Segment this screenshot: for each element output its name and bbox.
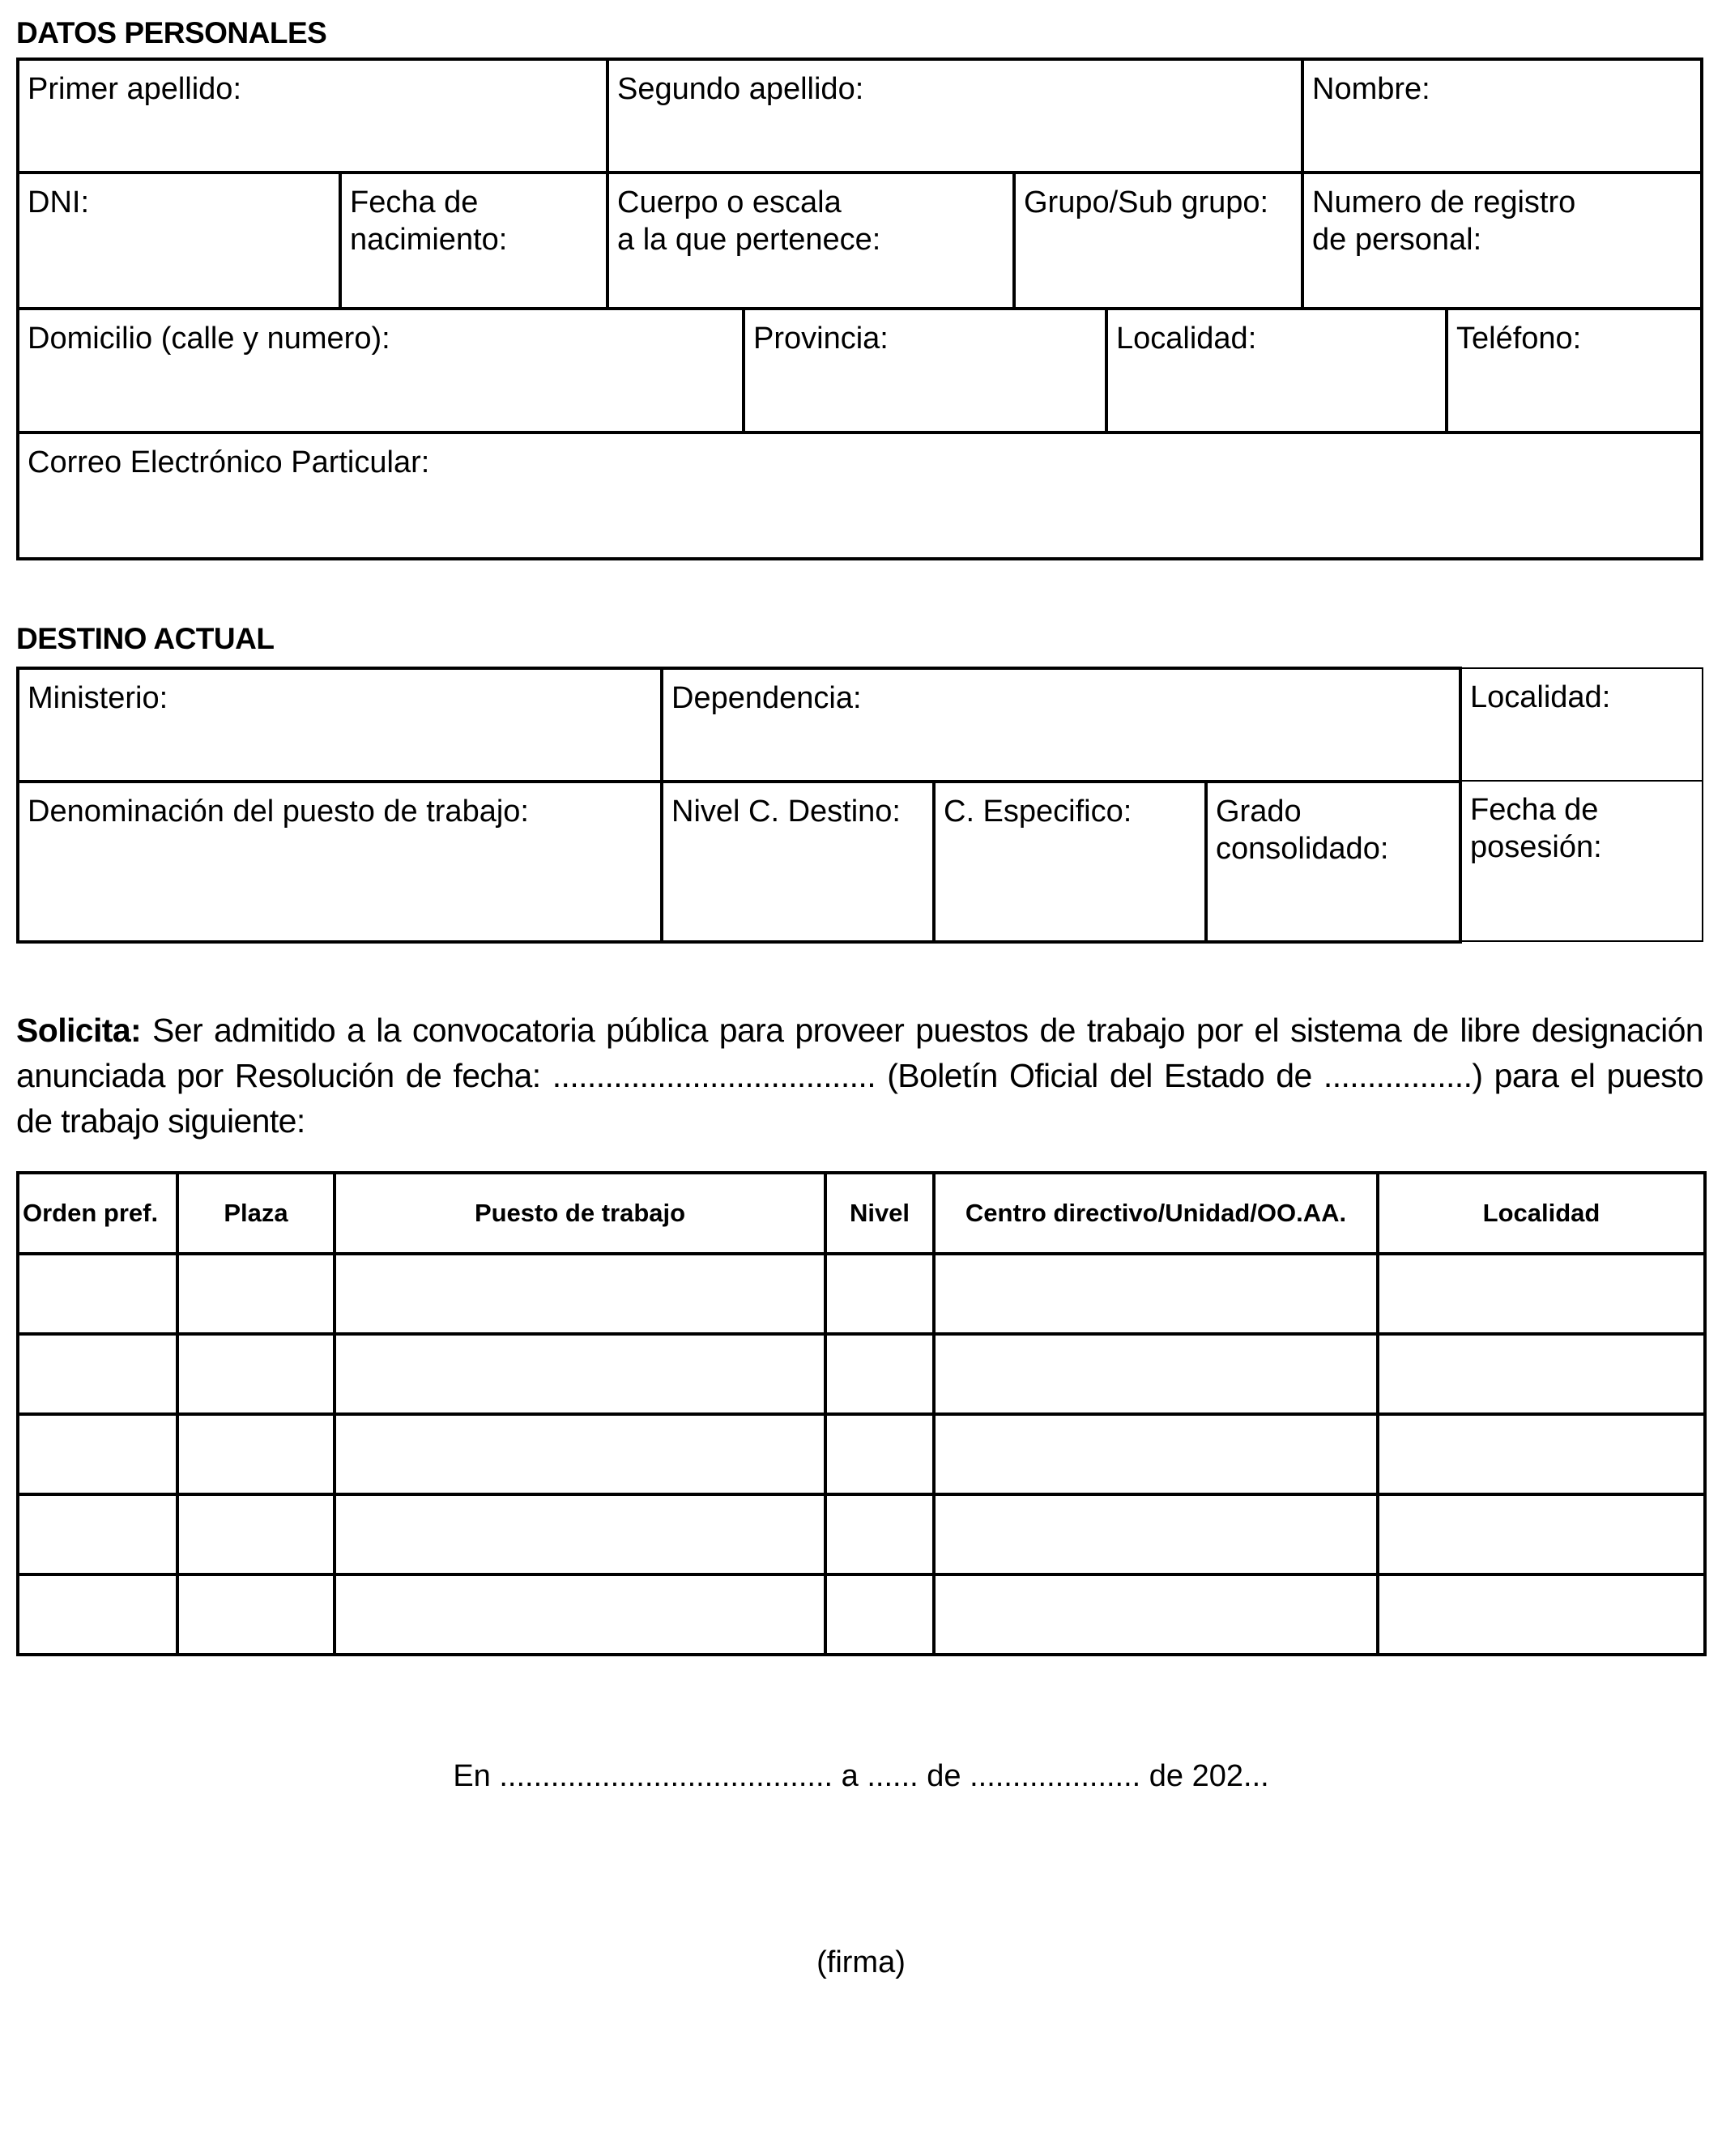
table-row bbox=[18, 1414, 1705, 1494]
col-header-nivel: Nivel bbox=[825, 1173, 934, 1254]
table-cell[interactable] bbox=[1378, 1414, 1705, 1494]
col-header-centro: Centro directivo/Unidad/OO.AA. bbox=[934, 1173, 1378, 1254]
table-cell[interactable] bbox=[934, 1574, 1378, 1655]
table-cell[interactable] bbox=[335, 1334, 825, 1414]
field-grado-consolidado[interactable]: Grado consolidado: bbox=[1204, 780, 1462, 944]
solicita-label: Solicita: bbox=[16, 1012, 142, 1049]
field-telefono[interactable]: Teléfono: bbox=[1445, 307, 1703, 434]
field-grupo-subgrupo[interactable]: Grupo/Sub grupo: bbox=[1012, 171, 1304, 310]
field-numero-registro[interactable]: Numero de registro de personal: bbox=[1301, 171, 1703, 310]
table-cell[interactable] bbox=[18, 1334, 177, 1414]
field-denominacion-puesto[interactable]: Denominación del puesto de trabajo: bbox=[16, 780, 663, 944]
table-cell[interactable] bbox=[825, 1334, 934, 1414]
table-cell[interactable] bbox=[335, 1494, 825, 1574]
field-localidad-destino[interactable]: Localidad: bbox=[1460, 667, 1703, 782]
field-dni[interactable]: DNI: bbox=[16, 171, 342, 310]
table-header-row bbox=[18, 1173, 1705, 1254]
field-segundo-apellido[interactable]: Segundo apellido: bbox=[606, 58, 1304, 174]
table-row bbox=[18, 1254, 1705, 1334]
col-header-localidad: Localidad bbox=[1378, 1173, 1705, 1254]
puestos-table bbox=[16, 1171, 1707, 1656]
table-cell[interactable] bbox=[934, 1334, 1378, 1414]
table-cell[interactable] bbox=[177, 1494, 335, 1574]
table-row bbox=[18, 1494, 1705, 1574]
table-cell[interactable] bbox=[177, 1574, 335, 1655]
signature-label: (firma) bbox=[816, 1945, 906, 1979]
table-cell[interactable] bbox=[18, 1494, 177, 1574]
table-cell[interactable] bbox=[177, 1414, 335, 1494]
col-header-puesto: Puesto de trabajo bbox=[335, 1173, 825, 1254]
table-cell[interactable] bbox=[934, 1494, 1378, 1574]
field-localidad[interactable]: Localidad: bbox=[1105, 307, 1448, 434]
table-cell[interactable] bbox=[934, 1414, 1378, 1494]
table-row bbox=[18, 1574, 1705, 1655]
col-header-orden: Orden pref. bbox=[18, 1173, 177, 1254]
field-primer-apellido[interactable]: Primer apellido: bbox=[16, 58, 609, 174]
field-nivel-destino[interactable]: Nivel C. Destino: bbox=[660, 780, 936, 944]
table-cell[interactable] bbox=[18, 1574, 177, 1655]
col-header-plaza: Plaza bbox=[177, 1173, 335, 1254]
field-correo-electronico[interactable]: Correo Electrónico Particular: bbox=[16, 431, 1703, 560]
table-cell[interactable] bbox=[18, 1414, 177, 1494]
table-cell[interactable] bbox=[1378, 1574, 1705, 1655]
field-c-especifico[interactable]: C. Especifico: bbox=[932, 780, 1208, 944]
field-domicilio[interactable]: Domicilio (calle y numero): bbox=[16, 307, 745, 434]
field-fecha-nacimiento[interactable]: Fecha de nacimiento: bbox=[339, 171, 609, 310]
table-cell[interactable] bbox=[1378, 1494, 1705, 1574]
table-row bbox=[18, 1334, 1705, 1414]
table-cell[interactable] bbox=[177, 1334, 335, 1414]
table-cell[interactable] bbox=[335, 1574, 825, 1655]
table-cell[interactable] bbox=[335, 1414, 825, 1494]
table-cell[interactable] bbox=[18, 1254, 177, 1334]
table-cell[interactable] bbox=[825, 1574, 934, 1655]
field-provincia[interactable]: Provincia: bbox=[742, 307, 1108, 434]
table-cell[interactable] bbox=[825, 1494, 934, 1574]
solicita-paragraph bbox=[16, 1008, 1703, 1144]
field-cuerpo-escala[interactable]: Cuerpo o escala a la que pertenece: bbox=[606, 171, 1016, 310]
field-ministerio[interactable]: Ministerio: bbox=[16, 667, 663, 783]
table-cell[interactable] bbox=[1378, 1254, 1705, 1334]
table-cell[interactable] bbox=[177, 1254, 335, 1334]
section-title-datos-personales: DATOS PERSONALES bbox=[16, 16, 327, 49]
table-cell[interactable] bbox=[1378, 1334, 1705, 1414]
field-nombre[interactable]: Nombre: bbox=[1301, 58, 1703, 174]
date-line: En ....................................... a ...... de .................... de 202... bbox=[453, 1759, 1269, 1793]
field-dependencia[interactable]: Dependencia: bbox=[660, 667, 1462, 783]
table-cell[interactable] bbox=[335, 1254, 825, 1334]
solicita-text: Ser admitido a la convocatoria pública para proveer puestos de trabajo por el sistema de libre designación anunciada por Resolución de fecha: ..................................... (Boletín Oficial del Estado de .................) para el puesto de trabajo siguiente: bbox=[16, 1012, 1703, 1140]
field-fecha-posesion[interactable]: Fecha de posesión: bbox=[1460, 780, 1703, 942]
table-cell[interactable] bbox=[825, 1254, 934, 1334]
table-cell[interactable] bbox=[825, 1414, 934, 1494]
section-title-destino-actual: DESTINO ACTUAL bbox=[16, 622, 275, 655]
table-cell[interactable] bbox=[934, 1254, 1378, 1334]
